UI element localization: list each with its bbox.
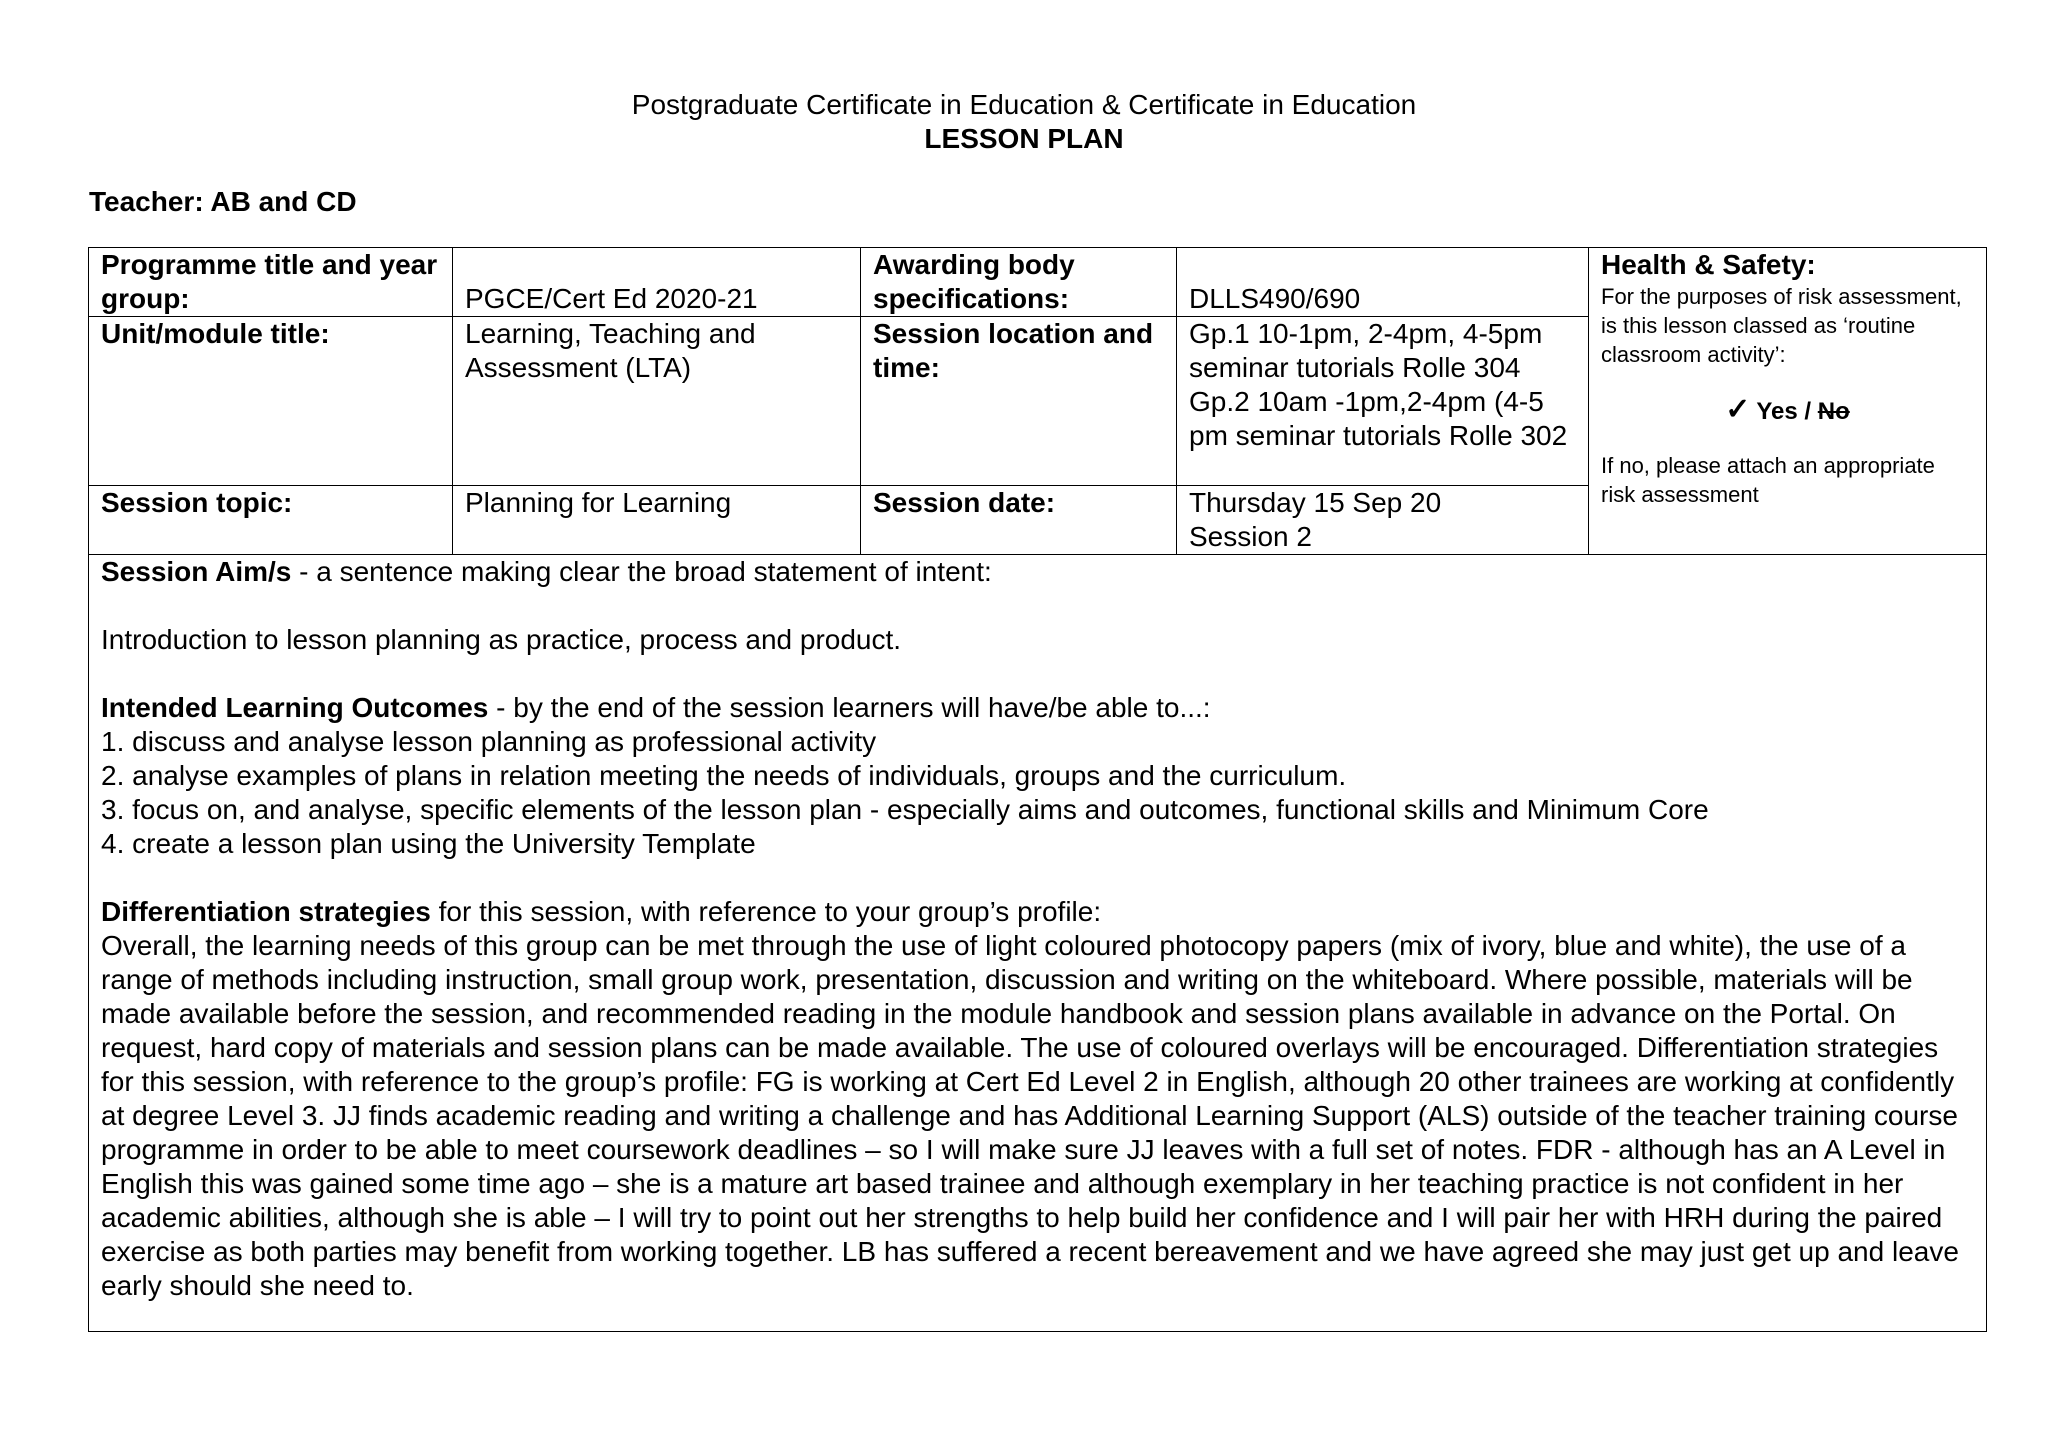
awarding-body-value: DLLS490/690 (1177, 248, 1589, 317)
document-title: Postgraduate Certificate in Education & Certificate in Education (631, 89, 1417, 120)
health-safety-answer (1601, 393, 1974, 429)
outcome-item: 4. create a lesson plan using the University Template (101, 828, 756, 859)
outcomes-label: Intended Learning Outcomes (101, 692, 489, 723)
topic-label: Session topic: (89, 486, 453, 555)
lesson-plan-table (88, 247, 1987, 1332)
table-row (89, 555, 1987, 1332)
unit-value: Learning, Teaching and Assessment (LTA) (453, 317, 861, 486)
outcome-item: 1. discuss and analyse lesson planning as professional activity (101, 726, 877, 757)
answer-no-struck: No (1817, 398, 1850, 425)
differentiation-label: Differentiation strategies (101, 896, 431, 927)
differentiation-suffix: for this session, with reference to your group’s profile: (430, 896, 1102, 927)
location-label: Session location and time: (861, 317, 1177, 486)
programme-value: PGCE/Cert Ed 2020-21 (453, 248, 861, 317)
answer-yes: Yes (1756, 398, 1798, 425)
differentiation-text: Overall, the learning needs of this group can be met through the use of light coloured photocopy papers (mix of ivory, blue and white), the use of a range of methods including instruction, small group work, presentation, discussion and writing on the whiteboard. Where possible, materials will be made available before the session, and recommended reading in the module handbook and session plans available in advance on the Portal. On request, hard copy of materials and session plans can be made available. The use of coloured overlays will be encouraged. Differentiation strategies for this session, with reference to the group’s profile: FG is working at Cert Ed Level 2 in English, although 20 other trainees are working at confidently at degree Level 3. JJ finds academic reading and writing a challenge and has Additional Learning Support (ALS) outside of the teacher training course programme in order to be able to meet coursework deadlines – so I will make sure JJ leaves with a full set of notes. FDR - although has an A Level in English this was gained some time ago – she is a mature art based trainee and although exemplary in her teaching practice is not confident in her academic abilities, although she is able – I will try to point out her strengths to help build her confidence and I will pair her with HRH during the paired exercise as both parties may benefit from working together. LB has suffered a recent bereavement and we have agreed she may just get up and leave early should she need to. (101, 930, 1959, 1301)
outcomes-suffix: - by the end of the session learners will have/be able to...: (488, 692, 1211, 723)
topic-value: Planning for Learning (453, 486, 861, 555)
outcome-item: 3. focus on, and analyse, specific elements of the lesson plan - especially aims and outcomes, functional skills and Minimum Core (101, 794, 1709, 825)
outcome-item: 2. analyse examples of plans in relation meeting the needs of individuals, groups and the curriculum. (101, 760, 1347, 791)
location-value: Gp.1 10-1pm, 2-4pm, 4-5pm seminar tutorials Rolle 304 Gp.2 10am -1pm,2-4pm (4-5 pm seminar tutorials Rolle 302 (1177, 317, 1589, 486)
document-header (0, 88, 2048, 156)
document-subtitle: LESSON PLAN (924, 123, 1124, 154)
aims-heading (101, 555, 1974, 589)
checkmark-icon: ✓ (1725, 393, 1751, 426)
answer-separator: / (1797, 398, 1818, 425)
programme-label: Programme title and year group: (89, 248, 453, 317)
awarding-body-label: Awarding body specifications: (861, 248, 1177, 317)
date-label: Session date: (861, 486, 1177, 555)
teacher-line: Teacher: AB and CD (89, 186, 357, 217)
aims-text: Introduction to lesson planning as practice, process and product. (101, 624, 902, 655)
health-safety-question: For the purposes of risk assessment, is this lesson classed as ‘routine classroom activity’: (1601, 284, 1962, 367)
table-row (89, 248, 1987, 317)
date-value (1177, 486, 1589, 555)
date-line: Thursday 15 Sep 20 (1189, 487, 1442, 518)
unit-label: Unit/module title: (89, 317, 453, 486)
aims-suffix: - a sentence making clear the broad statement of intent: (291, 556, 992, 587)
health-safety-cell (1589, 248, 1987, 555)
differentiation-heading (101, 895, 1974, 929)
outcomes-heading (101, 691, 1974, 725)
session-number: Session 2 (1189, 521, 1312, 552)
aims-label: Session Aim/s (101, 556, 292, 587)
health-safety-note: If no, please attach an appropriate risk assessment (1601, 453, 1935, 507)
session-details-cell (89, 555, 1987, 1332)
health-safety-title: Health & Safety: (1601, 249, 1816, 280)
